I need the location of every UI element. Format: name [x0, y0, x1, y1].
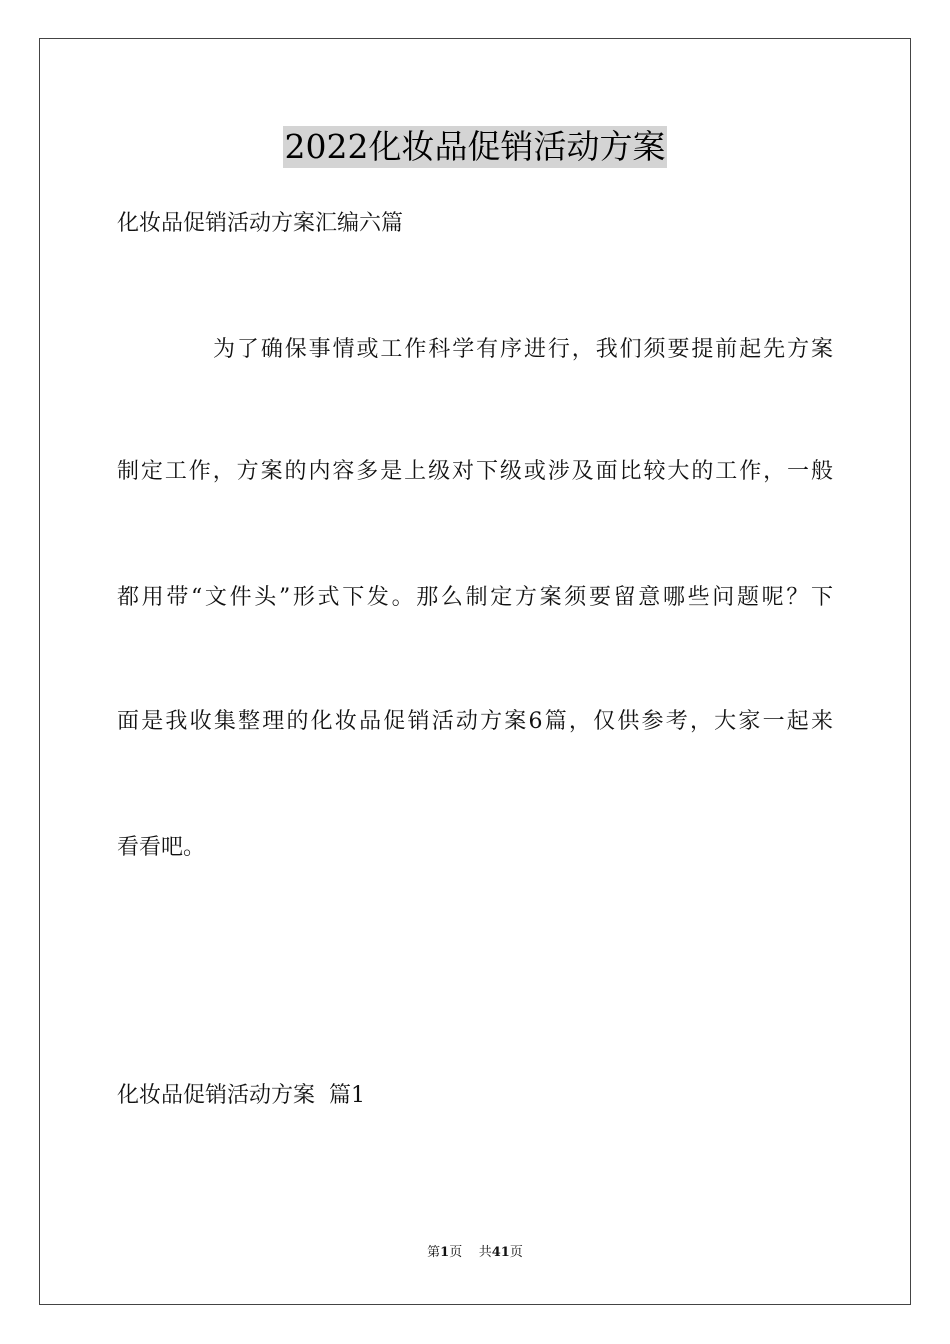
footer-total-suffix: 页	[509, 1245, 523, 1260]
intro-line-2: 制定工作，方案的内容多是上级对下级或涉及面比较大的工作，一般	[117, 459, 833, 484]
footer-total-prefix: 共	[478, 1245, 492, 1260]
intro-line-1: 为了确保事情或工作科学有序进行，我们须要提前起先方案	[213, 337, 833, 362]
intro-line-4: 面是我收集整理的化妆品促销活动方案6篇，仅供参考，大家一起来	[117, 709, 833, 734]
page-footer	[0, 1245, 950, 1261]
section-heading: 化妆品促销活动方案 篇1	[117, 1083, 365, 1108]
intro-line-5: 看看吧。	[117, 835, 206, 860]
footer-page-current: 1	[440, 1245, 450, 1260]
footer-page-prefix: 第	[427, 1245, 441, 1260]
footer-page-suffix: 页	[449, 1245, 463, 1260]
footer-page-total: 41	[491, 1245, 510, 1260]
intro-line-3: 都用带“文件头”形式下发。那么制定方案须要留意哪些问题呢？下	[117, 585, 833, 610]
title-container	[0, 126, 950, 168]
document-title: 2022化妆品促销活动方案	[284, 127, 666, 166]
document-subtitle: 化妆品促销活动方案汇编六篇	[117, 211, 404, 236]
